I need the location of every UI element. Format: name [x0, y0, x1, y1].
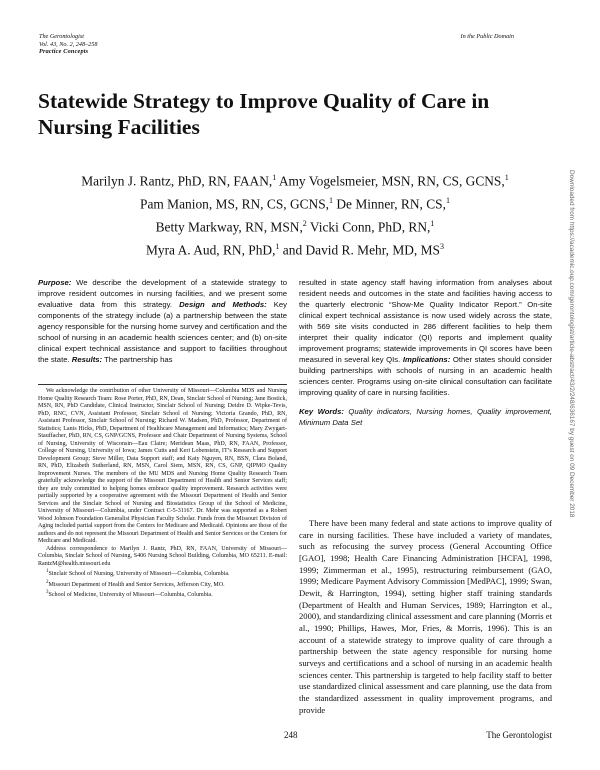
affiliation-marker: 1 — [430, 218, 435, 228]
implications-label: Implications: — [402, 355, 451, 364]
body-paragraph: There have been many federal and state actions to improve quality of care in nursing facilities. These have included a variety of mandates, such as refocusing the survey process (General Accounting Office [GAO], 1998; Health Care Financing Administration [HCFA], 1998, 1999; Zimmerman et al., 1995), restructuring reimbursement (GAO, 1999; Medicare Payment Advisory Commission [MedPAC], 1999; Swan, Dewit, & Harrington, 1994), setting higher staff training standards (Department of Health and Human Services, 1989; Harrington et al., 2000), and standardizing clinical assessment and care planning (Morris et al., 1990; Phillips, Hawes, Mor, Fries, & Morris, 1996). This is an account of a statewide strategy to improve quality of care through a partnership between the state agency responsible for nursing home surveys and certifications and a school of nursing in an academic health sciences center. This partnership is targeted to help facility staff to better use standardized clinical assessment and care planning, use the data from the standardized assessment in quality improvement programs, and provide — [299, 518, 552, 715]
purpose-text: We describe the development of a statewide strategy to improve resident outcomes in nursing facilities, and we present some evaluative data from this strategy. — [38, 278, 287, 309]
keywords — [299, 406, 552, 428]
affiliation-text: Missouri Department of Health and Senior Services, Jefferson City, MO. — [48, 581, 225, 588]
author-vogelsmeier: Amy Vogelsmeier, MSN, RN, CS, GCNS, — [276, 173, 505, 189]
acknowledgment: We acknowledge the contribution of other University of Missouri—Columbia MDS and Nursing Home Quality Research Team: Rose Porter, PhD, RN, Dean, Sinclair School of Nursing; Jane Bostick, MSN, RN, PhD Candidate, Clinical Instructor, Sinclair School of Nursing; Deidre D. Wipke-Tevis, PhD, RNC, CVN, Assistant Professor, Sinclair School of Nursing; Victoria Grando, PhD, RN, Assistant Professor, Sinclair School of Nursing; Richard W. Madsen, PhD, Professor, Department of Statistics; Lanis Hicks, PhD, Department of Healthcare Management and Informatics; Mary Zwygart-Stauffacher, PhD, RN, CS, GNP/GCNS, Professor and Chair Department of Nursing Systems, School of Nursing, University of Wisconsin—Eau Claire; Meridean Maas, PhD, RN, FAAN, Professor, College of Nursing, University of Iowa; James Cutts and Keri Lobenstein, IT’s Research and Support Development Group; Steve Miller, Data Support staff; and Katy Nguyen, RN, BSN, Clara Boland, RN, PhD, Elizabeth Sutherland, RN, MSN, Carol Siem, MSN, RN, CS, GNP, QIPMO Quality Improvement Nurses. The members of the MU MDS and Nursing Home Quality Research Team gratefully acknowledge the support of the Missouri Department of Health and Senior Services staff; they are truly committed to helping homes embrace quality improvement. Research activities were partially supported by a cooperative agreement with the Missouri Department of Health and Senior Services and the Sinclair School of Nursing and Biostatistics Group of the School of Medicine, University of Missouri—Columbia, under Contract C-5-31167. Dr. Mehr was supported as a Robert Wood Johnson Foundation Generalist Physician Faculty Scholar. Funds from the Missouri Division of Aging included partial support from the Centers for Medicare and Medicaid. Opinions are those of the authors and do not represent the Missouri Department of Health and Senior Services or the Centers for Medicare and Medicaid. — [38, 388, 287, 544]
author-line-4 — [38, 237, 552, 260]
results-text-end: resulted in state agency staff having information from analyses about resident needs and outcomes in the state and facilities having access to the quarterly electronic “Show-Me Quality Indicator Report.” On-site clinical expert technical assistance is now used widely across the state, with 569 site visits conducted in 286 different facilities to help them interpret their quality indicator (QI) reports and implement quality improvement programs; statewide improvements in QI scores have been measured in several key QIs. — [299, 278, 552, 364]
abstract-left — [38, 277, 287, 365]
section-label: Practice Concepts — [39, 48, 89, 56]
design-label: Design and Methods: — [179, 300, 267, 309]
affiliation-3 — [38, 589, 287, 600]
journal-name: The Gerontologist — [39, 33, 84, 40]
page-number: 248 — [284, 730, 298, 740]
affiliation-marker: 1 — [46, 569, 49, 574]
affiliation-marker: 1 — [504, 173, 509, 182]
author-rantz: Marilyn J. Rantz, PhD, RN, FAAN, — [81, 173, 273, 189]
affiliation-text: School of Medicine, University of Missouri—Columbia, Columbia. — [48, 592, 213, 599]
results-text-start: The partnership has — [102, 355, 173, 364]
affiliation-marker: 1 — [275, 241, 280, 251]
volume-info: Vol. 43, No. 2, 248–258 — [39, 40, 98, 48]
author-markway: Betty Markway, RN, MSN, — [155, 219, 303, 235]
keywords-text: Quality indicators, Nursing homes, Quality improvement, Minimum Data Set — [299, 407, 552, 427]
author-aud: Myra A. Aud, RN, PhD, — [146, 242, 276, 258]
author-mehr: and David R. Mehr, MD, MS — [279, 242, 440, 258]
author-line-2 — [38, 191, 552, 214]
implications-text: Other states should consider building partnerships with schools of nursing in an academic health sciences center. Programs using on-site clinical consultation can facilitate improving quality of care in nursing facilities. — [299, 355, 552, 397]
author-conn: Vicki Conn, PhD, RN, — [306, 219, 431, 235]
author-minner: De Minner, RN, CS, — [333, 196, 446, 212]
running-header — [39, 33, 97, 56]
affiliation-marker: 2 — [302, 218, 307, 228]
author-list — [38, 168, 552, 260]
affiliation-marker: 1 — [272, 173, 277, 182]
purpose-label: Purpose: — [38, 278, 72, 287]
affiliation-marker: 3 — [46, 590, 49, 596]
rights-statement: In the Public Domain — [460, 33, 514, 40]
results-label: Results: — [71, 355, 103, 364]
footnotes — [38, 388, 287, 600]
body-text — [299, 518, 552, 716]
affiliation-1 — [38, 568, 287, 579]
author-line-3 — [38, 214, 552, 237]
download-note[interactable]: Downloaded from https://academic.oup.com/gerontologist/article-abstract/43/2/248/636167 by guest on 09 December 2018 — [568, 170, 575, 518]
footnote-divider — [38, 384, 287, 385]
abstract-right — [299, 277, 552, 428]
affiliation-2 — [38, 579, 287, 590]
affiliation-marker: 1 — [445, 195, 450, 205]
affiliation-marker: 3 — [439, 241, 444, 251]
author-manion: Pam Manion, MS, RN, CS, GCNS, — [140, 196, 330, 212]
footer-journal: The Gerontologist — [486, 730, 552, 740]
correspondence-address: Address correspondence to Marilyn J. Rantz, PhD, RN, FAAN, University of Missouri—Columbia, Sinclair School of Nursing, S406 Nursing School Building, Columbia, MO 65211. E-mail: RantzM@health.missouri.edu — [38, 545, 287, 567]
affiliation-text: Sinclair School of Nursing, University of Missouri—Columbia, Columbia. — [48, 571, 230, 578]
design-text: Key components of the strategy include (a) a partnership between the state agency responsible for the nursing home survey and certification and the school of nursing in an academic health sciences center; and (b) on-site clinical expert technical assistance and support to facilities throughout the state. — [38, 300, 288, 364]
affiliation-marker: 2 — [46, 579, 49, 585]
keywords-label: Key Words: — [299, 407, 344, 416]
author-line-1 — [38, 168, 552, 191]
article-title: Statewide Strategy to Improve Quality of Care in Nursing Facilities — [38, 89, 490, 139]
affiliation-marker: 1 — [329, 195, 334, 205]
